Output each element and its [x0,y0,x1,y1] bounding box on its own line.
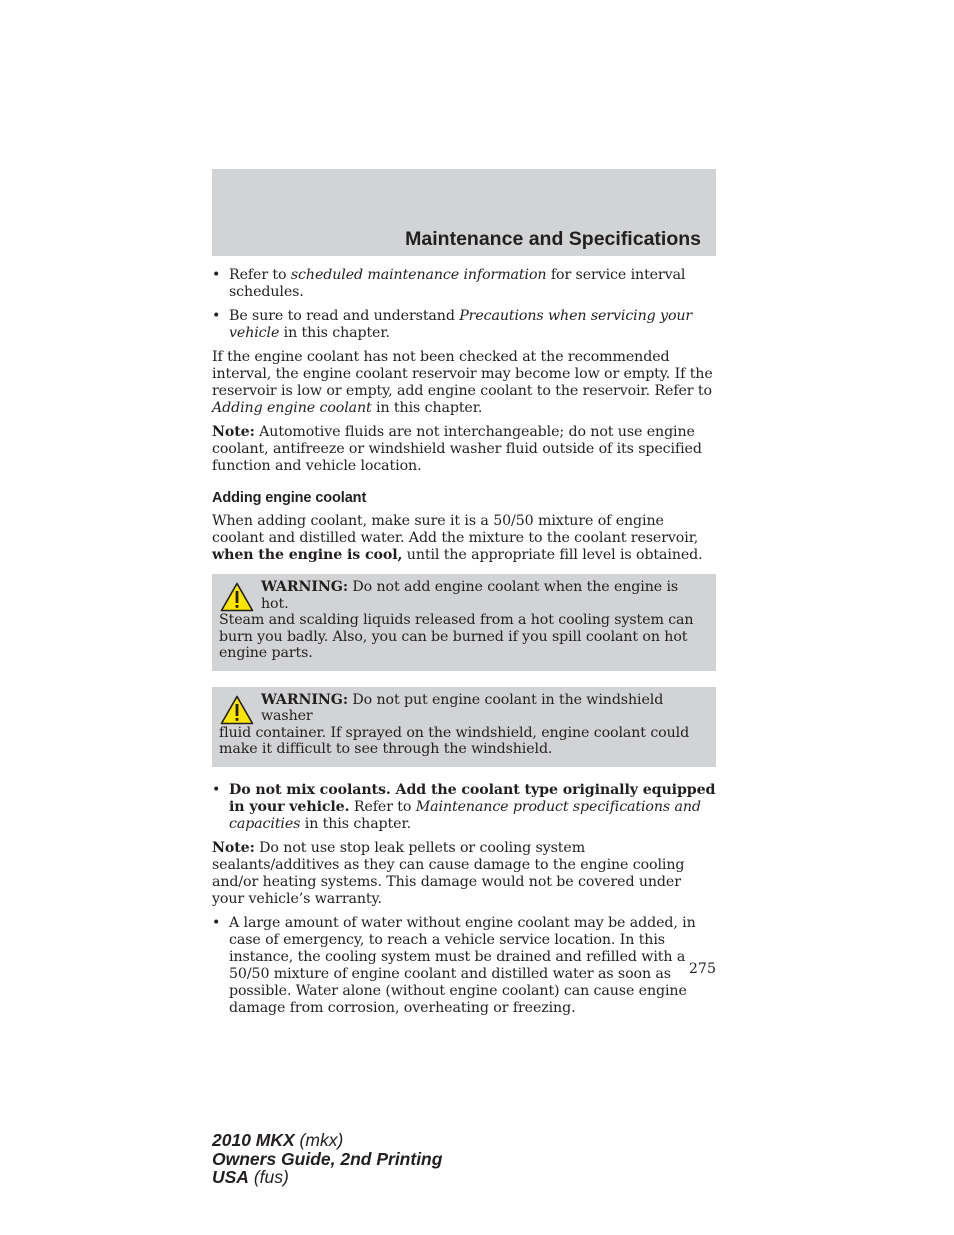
document-footer [212,1131,442,1187]
note-label: Note: [212,839,255,856]
paragraph-adding-coolant: When adding coolant, make sure it is a 50/50 mixture of engine coolant and distilled water. Add the mixture to the coolant reservoir, when the engine is cool, until the appropriate fill level is obtained. [212,513,703,563]
bullet-dot: • [212,308,221,324]
note-fluids: Note: Automotive fluids are not interchangeable; do not use engine coolant, antifreeze or windshield washer fluid outside of its specified function and vehicle location. [212,424,702,474]
footer-line-market: USA (fus) [212,1167,289,1187]
warning-text: fluid container. If sprayed on the windshield, engine coolant could make it difficult to see through the windshield. [219,724,690,757]
bullet-dot: • [212,914,221,931]
warning-label: WARNING: [261,691,348,708]
chapter-title: Maintenance and Specifications [405,228,701,250]
bullet-item-scheduled-maintenance: • Refer to scheduled maintenance information for service interval schedules. [212,267,686,300]
bullet-item-do-not-mix: • Do not mix coolants. Add the coolant type originally equipped in your vehicle. Refer to Maintenance product specifications and capacities in this chapter. [212,781,716,832]
cross-reference: Precautions when servicing your vehicle [229,308,693,341]
chapter-header [212,169,716,256]
cross-reference: Adding engine coolant [212,400,372,416]
warning-box-washer-fluid: WARNING: Do not put engine coolant in the windshield washer fluid container. If sprayed on the windshield, engine coolant could make it difficult to see through the windshield. [212,687,716,767]
cross-reference: scheduled maintenance information [290,267,547,283]
footer-line-model: 2010 MKX (mkx) [212,1130,344,1150]
page-number: 275 [688,961,716,977]
warning-text: Steam and scalding liquids released from a hot cooling system can burn you badly. Also, you can be burned if you spill coolant on hot engine parts. [219,612,694,661]
footer-line-edition: Owners Guide, 2nd Printing [212,1148,443,1169]
warning-box-hot-engine: WARNING: Do not add engine coolant when the engine is hot. Steam and scalding liquids released from a hot cooling system can burn you badly. Also, you can be burned if you spill coolant on hot engine parts. [212,574,716,671]
note-stop-leak: Note: Do not use stop leak pellets or cooling system sealants/additives as they can cause damage to the engine cooling and/or heating systems. This damage would not be covered under your vehicle’s warranty. [212,839,685,907]
bullet-item-precautions: • Be sure to read and understand Precautions when servicing your vehicle in this chapter. [212,308,693,341]
warning-triangle-icon [220,582,254,612]
paragraph-coolant-check: If the engine coolant has not been checked at the recommended interval, the engine coolant reservoir may become low or empty. If the reservoir is low or empty, add engine coolant to the reservoir. Refer to Adding engine coolant in this chapter. [212,349,713,416]
note-label: Note: [212,424,255,440]
warning-label: WARNING: [261,579,348,595]
section-heading: Adding engine coolant [212,490,367,506]
bullet-dot: • [212,267,221,283]
bullet-dot: • [212,781,221,798]
warning-triangle-icon [220,695,254,725]
bullet-item-water: • A large amount of water without engine coolant may be added, in case of emergency, to reach a vehicle service location. In this instance, the cooling system must be drained and refilled with a 50/50 mixture of engine coolant and distilled water as soon as possible. Water alone (without engine coolant) can cause engine damage from corrosion, overheating or freezing. [212,914,696,1016]
cross-reference: Maintenance product specifications and capacities [229,798,701,832]
page-content [212,267,716,1024]
